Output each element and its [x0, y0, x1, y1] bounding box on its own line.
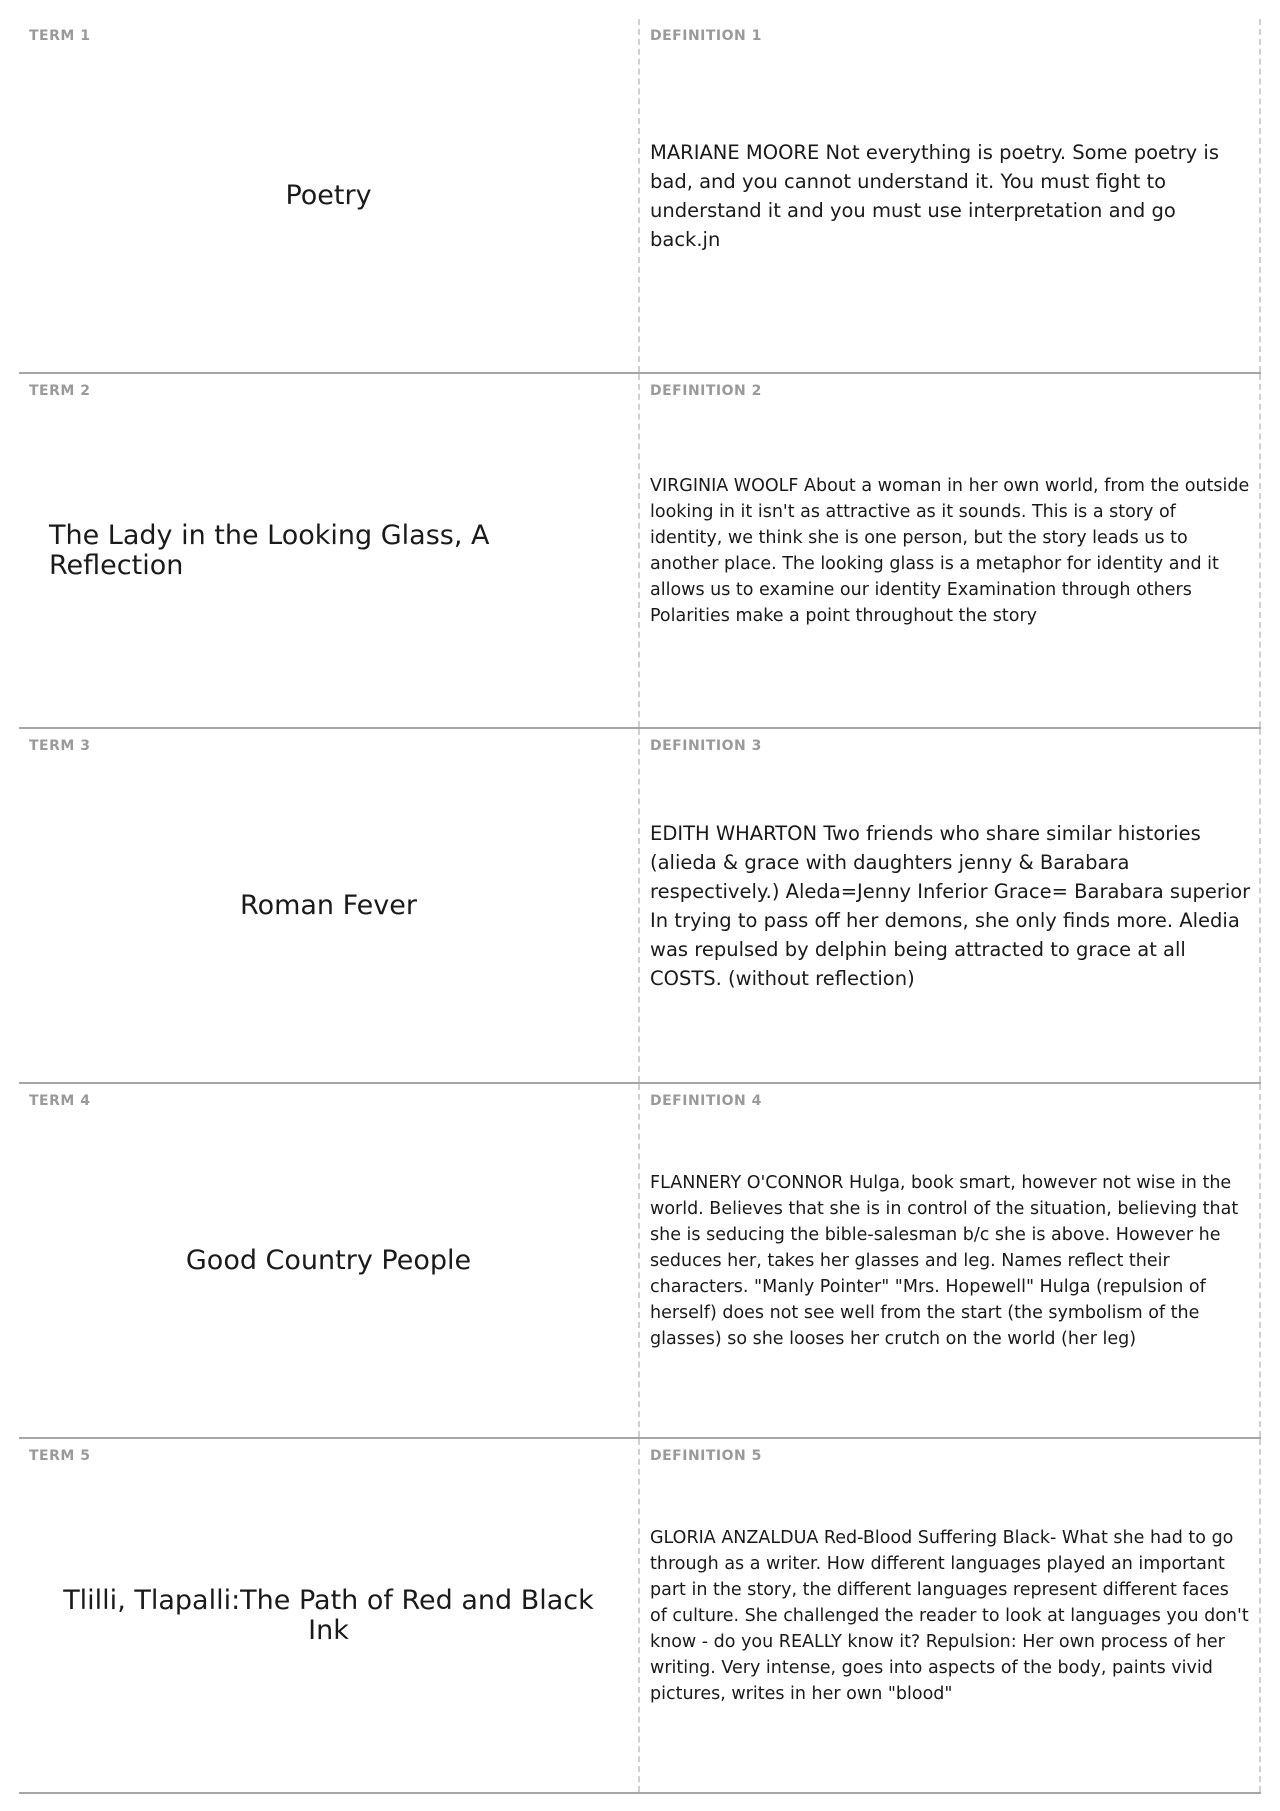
definition-text: FLANNERY O'CONNOR Hulga, book smart, however not wise in the world. Believes that she is in control of the situation, believing that she is seducing the bible-salesman b/c she is above. However he seduces her, takes her glasses and leg. Names reflect their characters. "Manly Pointer" "Mrs. Hopewell" Hulga (repulsion of herself) does not see well from the start (the symbolism of the glasses) so she looses her crutch on the world (her leg) [650, 1172, 1239, 1349]
term-label: TERM 1 [29, 28, 91, 44]
definition-body [650, 729, 1251, 1082]
term-cell [19, 19, 640, 372]
definition-label: DEFINITION 4 [650, 1093, 762, 1109]
definition-text: GLORIA ANZALDUA Red-Blood Suffering Black- What she had to go through as a writer. How different languages played an important part in the story, the different languages represent different faces of culture. She challenged the reader to look at languages you don't know - do you REALLY know it? Repulsion: Her own process of her writing. Very intense, goes into aspects of the body, paints vivid pictures, writes in her own "blood" [650, 1527, 1249, 1704]
definition-label: DEFINITION 1 [650, 28, 762, 44]
flashcard-row [19, 1084, 1261, 1439]
flashcard-row [19, 374, 1261, 729]
term-cell [19, 1439, 640, 1792]
term-label: TERM 5 [29, 1448, 91, 1464]
term-text: Roman Fever [240, 889, 417, 921]
term-text: Poetry [285, 179, 372, 211]
term-cell [19, 374, 640, 727]
term-cell [19, 1084, 640, 1437]
flashcard-row [19, 729, 1261, 1084]
flashcard-row [19, 19, 1261, 374]
definition-body [650, 374, 1251, 727]
definition-cell [640, 1439, 1261, 1792]
definition-cell [640, 729, 1261, 1082]
term-cell [19, 729, 640, 1082]
term-text: Good Country People [185, 1244, 472, 1276]
term-text: Tlilli, Tlapalli:The Path of Red and Black Ink [63, 1584, 594, 1646]
flashcard-sheet [19, 19, 1261, 1794]
definition-cell [640, 374, 1261, 727]
definition-text: MARIANE MOORE Not everything is poetry. Some poetry is bad, and you cannot understand it. You must fight to understand it and you must use interpretation and go back.jn [650, 140, 1219, 251]
definition-label: DEFINITION 2 [650, 383, 762, 399]
flashcard-row [19, 1439, 1261, 1794]
definition-cell [640, 19, 1261, 372]
term-label: TERM 3 [29, 738, 91, 754]
definition-label: DEFINITION 3 [650, 738, 762, 754]
term-label: TERM 2 [29, 383, 91, 399]
definition-body [650, 1439, 1251, 1792]
term-label: TERM 4 [29, 1093, 91, 1109]
definition-text: EDITH WHARTON Two friends who share similar histories (alieda & grace with daughters jenny & Barabara respectively.) Aleda=Jenny Inferior Grace= Barabara superior In trying to pass off her demons, she only finds more. Aledia was repulsed by delphin being attracted to grace at all COSTS. (without reflection) [650, 821, 1251, 990]
definition-label: DEFINITION 5 [650, 1448, 762, 1464]
definition-body [650, 19, 1251, 372]
definition-cell [640, 1084, 1261, 1437]
definition-body [650, 1084, 1251, 1437]
definition-text: VIRGINIA WOOLF About a woman in her own world, from the outside looking in it isn't as attractive as it sounds. This is a story of identity, we think she is one person, but the story leads us to another place. The looking glass is a metaphor for identity and it allows us to examine our identity Examination through others Polarities make a point throughout the story [650, 475, 1250, 626]
term-text: The Lady in the Looking Glass, A Reflection [49, 519, 490, 581]
